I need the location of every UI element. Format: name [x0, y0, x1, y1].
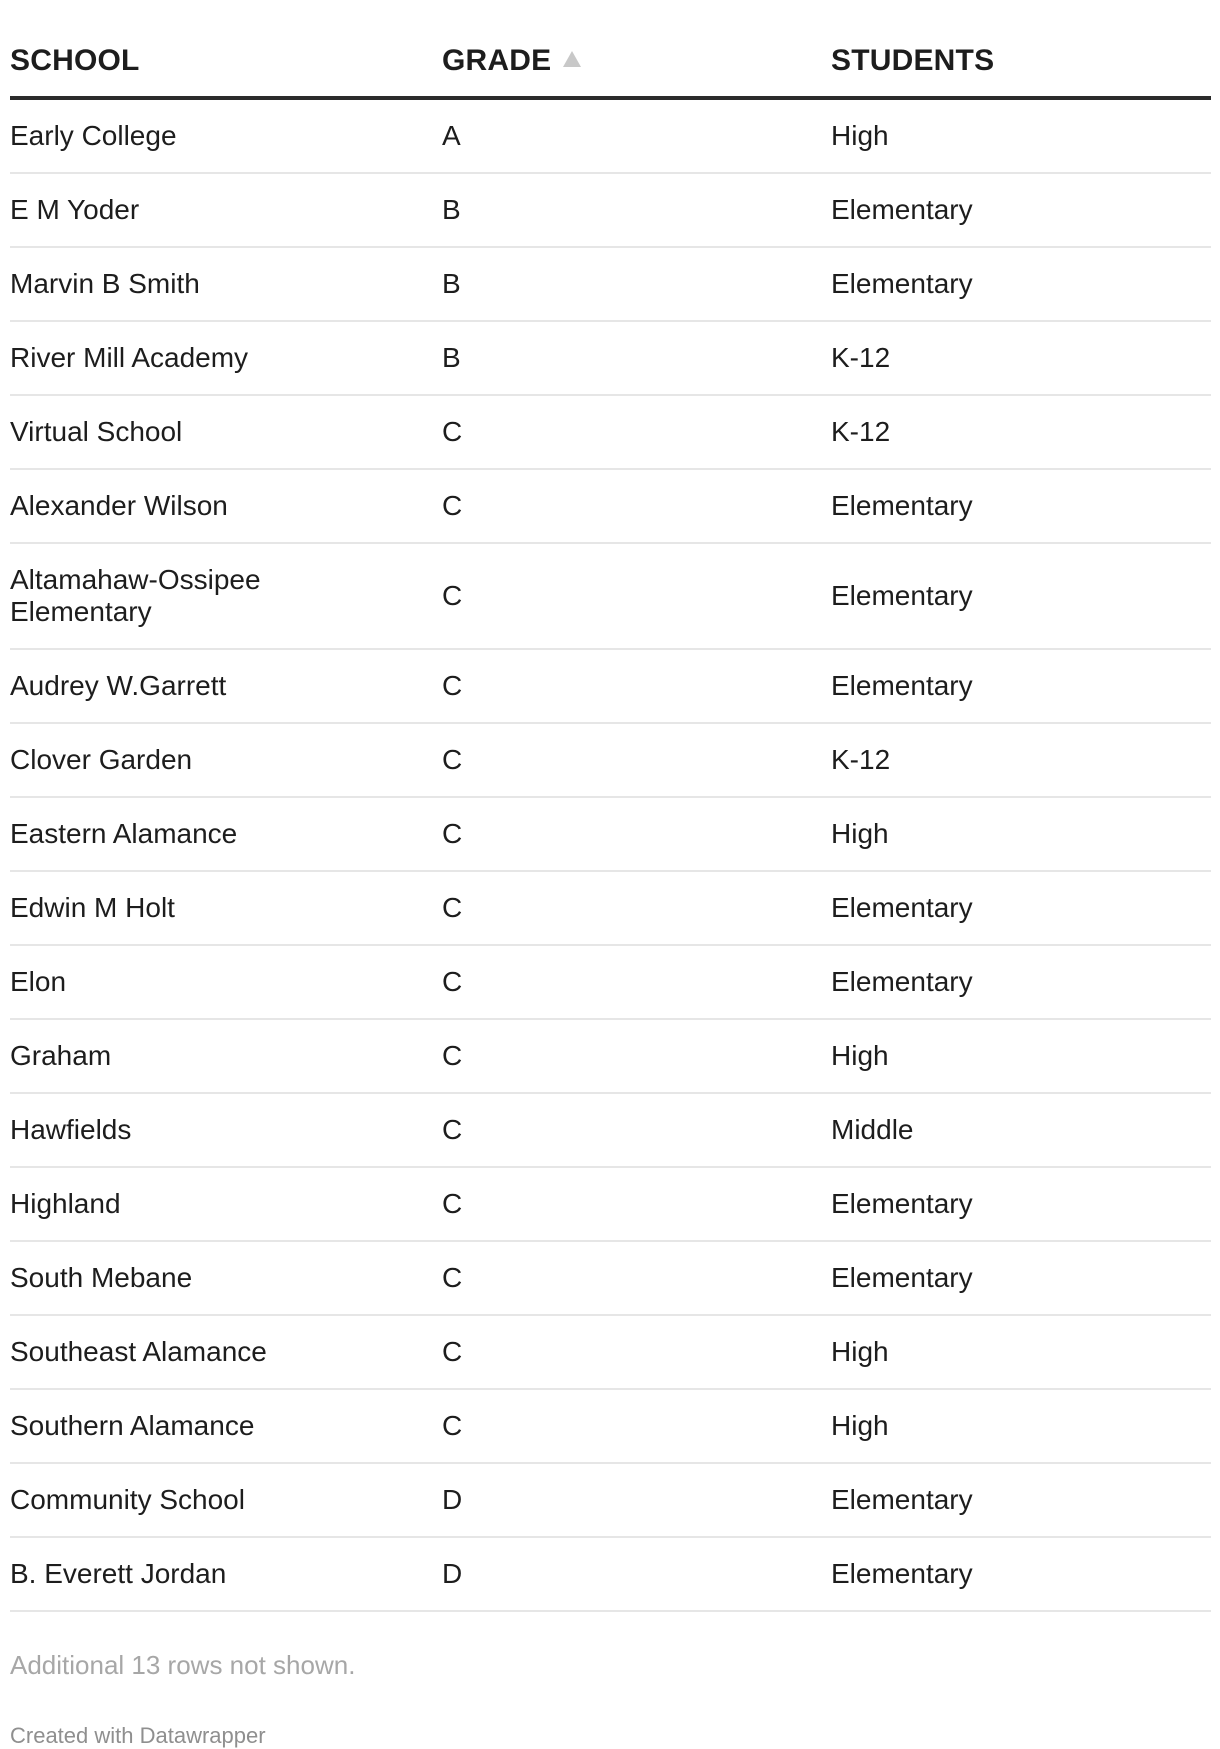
cell-students: Middle [831, 1114, 914, 1145]
credit-line: Created with Datawrapper [10, 1723, 266, 1748]
table-row [10, 396, 1211, 470]
column-header-label: SCHOOL [10, 44, 140, 77]
cell-school: Southern Alamance [10, 1410, 255, 1441]
table-row [10, 470, 1211, 544]
cell-grade: A [442, 120, 461, 151]
cell-school: Community School [10, 1484, 245, 1515]
cell-students: Elementary [831, 194, 973, 225]
cell-grade: C [442, 670, 463, 701]
cell-grade: D [442, 1558, 463, 1589]
cell-school: Graham [10, 1040, 112, 1071]
column-header-label: STUDENTS [831, 44, 995, 77]
cell-grade: C [442, 490, 463, 521]
cell-grade: C [442, 1188, 463, 1219]
cell-grade: C [442, 892, 463, 923]
cell-school: Marvin B Smith [10, 268, 200, 299]
data-table [10, 0, 1211, 1612]
cell-students: High [831, 1040, 889, 1071]
cell-school: Altamahaw-Ossipee Elementary [10, 564, 261, 627]
cell-school: Early College [10, 120, 177, 151]
cell-school: River Mill Academy [10, 342, 249, 373]
table-row [10, 1538, 1211, 1612]
cell-grade: C [442, 966, 463, 997]
table-row [10, 1020, 1211, 1094]
cell-students: High [831, 1336, 889, 1367]
cell-students: Elementary [831, 580, 973, 611]
cell-grade: C [442, 1336, 463, 1367]
cell-students: High [831, 818, 889, 849]
cell-grade: C [442, 1114, 463, 1145]
column-header-students[interactable] [831, 44, 1211, 78]
table-row [10, 1242, 1211, 1316]
cell-school: Elon [10, 966, 67, 997]
column-header-grade[interactable] [442, 44, 831, 78]
cell-students: Elementary [831, 1188, 973, 1219]
cell-students: K-12 [831, 342, 891, 373]
cell-grade: D [442, 1484, 463, 1515]
cell-school: Eastern Alamance [10, 818, 238, 849]
sort-ascending-icon[interactable] [563, 51, 581, 67]
table-row [10, 1168, 1211, 1242]
cell-school: Virtual School [10, 416, 183, 447]
cell-school: Clover Garden [10, 744, 193, 775]
table-row [10, 946, 1211, 1020]
cell-students: K-12 [831, 416, 891, 447]
table-row [10, 1464, 1211, 1538]
cell-students: Elementary [831, 1262, 973, 1293]
table-row [10, 872, 1211, 946]
cell-grade: C [442, 818, 463, 849]
cell-grade: C [442, 580, 463, 611]
cell-school: Southeast Alamance [10, 1336, 267, 1367]
cell-students: Elementary [831, 268, 973, 299]
table-row [10, 1094, 1211, 1168]
cell-school: E M Yoder [10, 194, 140, 225]
cell-school: Alexander Wilson [10, 490, 228, 521]
table-row [10, 248, 1211, 322]
cell-school: Audrey W.Garrett [10, 670, 227, 701]
cell-grade: B [442, 194, 461, 225]
table-body [10, 100, 1211, 1612]
cell-school: Hawfields [10, 1114, 132, 1145]
cell-grade: C [442, 1410, 463, 1441]
cell-school: Edwin M Holt [10, 892, 175, 923]
cell-students: Elementary [831, 1558, 973, 1589]
cell-students: Elementary [831, 670, 973, 701]
cell-students: High [831, 1410, 889, 1441]
table-row [10, 650, 1211, 724]
table-row [10, 322, 1211, 396]
table-row [10, 544, 1211, 650]
cell-school: South Mebane [10, 1262, 193, 1293]
cell-students: Elementary [831, 966, 973, 997]
cell-students: Elementary [831, 892, 973, 923]
table-row [10, 174, 1211, 248]
column-header-label: GRADE [442, 44, 552, 77]
cell-school: Highland [10, 1188, 121, 1219]
table-row [10, 1390, 1211, 1464]
cell-students: High [831, 120, 889, 151]
cell-students: Elementary [831, 1484, 973, 1515]
cell-grade: C [442, 1040, 463, 1071]
cell-school: B. Everett Jordan [10, 1558, 227, 1589]
table-header [10, 0, 1211, 100]
cell-grade: B [442, 268, 461, 299]
column-header-school[interactable] [10, 44, 442, 78]
footnote: Additional 13 rows not shown. [10, 1650, 356, 1680]
cell-students: K-12 [831, 744, 891, 775]
cell-grade: C [442, 744, 463, 775]
cell-grade: C [442, 1262, 463, 1293]
table-row [10, 100, 1211, 174]
table-row [10, 798, 1211, 872]
cell-students: Elementary [831, 490, 973, 521]
cell-grade: C [442, 416, 463, 447]
table-row [10, 1316, 1211, 1390]
cell-grade: B [442, 342, 461, 373]
table-row [10, 724, 1211, 798]
